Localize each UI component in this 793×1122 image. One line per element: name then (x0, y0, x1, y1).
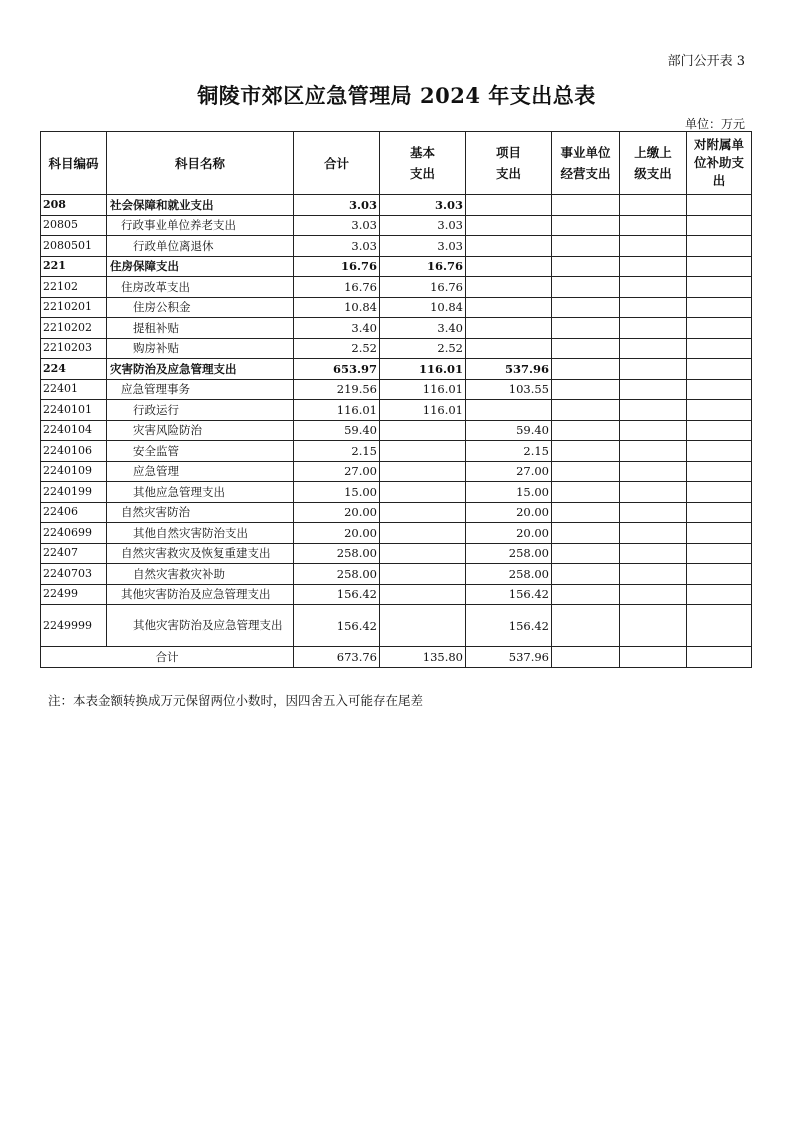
row-code: 2210203 (41, 338, 107, 359)
row-remit (620, 338, 687, 359)
row-basic (380, 584, 466, 605)
row-code: 2249999 (41, 605, 107, 647)
row-code: 2210201 (41, 297, 107, 318)
row-total: 15.00 (294, 482, 380, 503)
total-subsidy (687, 647, 752, 668)
row-project (466, 195, 552, 216)
row-enterprise (552, 523, 620, 544)
row-name: 其他应急管理支出 (107, 482, 294, 503)
row-subsidy (687, 379, 752, 400)
row-enterprise (552, 400, 620, 421)
row-code: 22406 (41, 502, 107, 523)
row-subsidy (687, 256, 752, 277)
row-enterprise (552, 338, 620, 359)
table-row (41, 215, 752, 236)
row-total: 2.52 (294, 338, 380, 359)
row-name: 灾害风险防治 (107, 420, 294, 441)
row-code: 2240101 (41, 400, 107, 421)
row-project: 59.40 (466, 420, 552, 441)
total-project: 537.96 (466, 647, 552, 668)
row-code: 2240199 (41, 482, 107, 503)
row-code: 2080501 (41, 236, 107, 257)
row-subsidy (687, 195, 752, 216)
row-subsidy (687, 605, 752, 647)
table-header-row (41, 132, 752, 195)
row-subsidy (687, 420, 752, 441)
row-total: 59.40 (294, 420, 380, 441)
row-remit (620, 523, 687, 544)
table-row (41, 523, 752, 544)
table-row (41, 543, 752, 564)
table-row (41, 277, 752, 298)
row-name: 其他灾害防治及应急管理支出 (107, 584, 294, 605)
row-project: 20.00 (466, 523, 552, 544)
row-enterprise (552, 584, 620, 605)
table-row (41, 400, 752, 421)
row-basic: 3.03 (380, 236, 466, 257)
col-header-enterprise-line1: 事业单位 (560, 145, 611, 160)
row-name: 自然灾害救灾及恢复重建支出 (107, 543, 294, 564)
row-enterprise (552, 605, 620, 647)
footnote: 注：本表金额转换成万元保留两位小数时，因四舍五入可能存在尾差 (48, 693, 424, 708)
row-subsidy (687, 441, 752, 462)
row-subsidy (687, 564, 752, 585)
row-remit (620, 564, 687, 585)
row-name: 行政运行 (107, 400, 294, 421)
expenditure-table (40, 131, 752, 668)
row-name: 应急管理 (107, 461, 294, 482)
row-name: 购房补贴 (107, 338, 294, 359)
table-row (41, 379, 752, 400)
row-basic: 116.01 (380, 359, 466, 380)
table-number-label: 部门公开表 3 (667, 54, 745, 69)
row-subsidy (687, 236, 752, 257)
table-row (41, 461, 752, 482)
row-total: 3.03 (294, 215, 380, 236)
row-project: 103.55 (466, 379, 552, 400)
row-subsidy (687, 461, 752, 482)
col-header-code: 科目编码 (41, 132, 107, 195)
table-row (41, 441, 752, 462)
col-header-total: 合计 (294, 132, 380, 195)
row-name: 行政单位离退休 (107, 236, 294, 257)
row-enterprise (552, 236, 620, 257)
row-code: 221 (41, 256, 107, 277)
row-enterprise (552, 564, 620, 585)
row-basic: 2.52 (380, 338, 466, 359)
row-enterprise (552, 215, 620, 236)
table-row (41, 256, 752, 277)
total-enterprise (552, 647, 620, 668)
row-basic: 3.40 (380, 318, 466, 339)
row-remit (620, 277, 687, 298)
row-basic (380, 543, 466, 564)
row-total: 219.56 (294, 379, 380, 400)
row-total: 156.42 (294, 584, 380, 605)
row-enterprise (552, 359, 620, 380)
row-remit (620, 379, 687, 400)
row-project (466, 215, 552, 236)
row-remit (620, 420, 687, 441)
row-basic (380, 605, 466, 647)
row-total: 116.01 (294, 400, 380, 421)
row-remit (620, 297, 687, 318)
row-code: 22407 (41, 543, 107, 564)
row-remit (620, 584, 687, 605)
row-project: 156.42 (466, 605, 552, 647)
row-basic: 16.76 (380, 277, 466, 298)
row-basic (380, 482, 466, 503)
row-subsidy (687, 543, 752, 564)
row-total: 10.84 (294, 297, 380, 318)
total-sum: 673.76 (294, 647, 380, 668)
row-remit (620, 256, 687, 277)
table-row (41, 420, 752, 441)
row-enterprise (552, 441, 620, 462)
row-project: 27.00 (466, 461, 552, 482)
row-name: 其他灾害防治及应急管理支出 (107, 605, 294, 647)
row-enterprise (552, 461, 620, 482)
row-code: 2240703 (41, 564, 107, 585)
row-code: 20805 (41, 215, 107, 236)
table-row (41, 318, 752, 339)
col-header-subsidy (687, 132, 752, 195)
row-total: 16.76 (294, 277, 380, 298)
row-total: 20.00 (294, 523, 380, 544)
row-project: 2.15 (466, 441, 552, 462)
row-enterprise (552, 277, 620, 298)
row-enterprise (552, 379, 620, 400)
row-code: 2240106 (41, 441, 107, 462)
row-remit (620, 482, 687, 503)
col-header-subsidy-line2: 位补助支 (693, 155, 744, 170)
col-header-subsidy-line1: 对附属单 (693, 137, 744, 152)
row-remit (620, 318, 687, 339)
row-total: 16.76 (294, 256, 380, 277)
row-project: 20.00 (466, 502, 552, 523)
row-basic: 16.76 (380, 256, 466, 277)
row-project (466, 256, 552, 277)
row-project: 156.42 (466, 584, 552, 605)
row-basic (380, 420, 466, 441)
row-remit (620, 400, 687, 421)
row-total: 258.00 (294, 543, 380, 564)
row-subsidy (687, 482, 752, 503)
table-row (41, 359, 752, 380)
row-project (466, 318, 552, 339)
row-name: 住房改革支出 (107, 277, 294, 298)
row-code: 2240699 (41, 523, 107, 544)
row-total: 258.00 (294, 564, 380, 585)
row-project (466, 297, 552, 318)
row-subsidy (687, 297, 752, 318)
row-remit (620, 215, 687, 236)
col-header-remit-line1: 上缴上 (634, 145, 672, 160)
row-subsidy (687, 318, 752, 339)
row-subsidy (687, 400, 752, 421)
col-header-project-line1: 项目 (495, 145, 521, 160)
row-name: 应急管理事务 (107, 379, 294, 400)
col-header-remit (620, 132, 687, 195)
row-enterprise (552, 256, 620, 277)
row-name: 安全监管 (107, 441, 294, 462)
row-name: 住房保障支出 (107, 256, 294, 277)
row-enterprise (552, 195, 620, 216)
row-basic: 116.01 (380, 400, 466, 421)
col-header-name: 科目名称 (107, 132, 294, 195)
row-code: 22499 (41, 584, 107, 605)
row-basic: 3.03 (380, 215, 466, 236)
row-enterprise (552, 297, 620, 318)
table-row (41, 584, 752, 605)
row-remit (620, 441, 687, 462)
row-basic (380, 441, 466, 462)
row-remit (620, 543, 687, 564)
table-row (41, 297, 752, 318)
total-basic: 135.80 (380, 647, 466, 668)
col-header-basic-line2: 支出 (409, 166, 435, 181)
row-basic: 3.03 (380, 195, 466, 216)
row-subsidy (687, 277, 752, 298)
row-name: 自然灾害防治 (107, 502, 294, 523)
row-project (466, 277, 552, 298)
row-basic (380, 523, 466, 544)
row-basic: 10.84 (380, 297, 466, 318)
col-header-subsidy-line3: 出 (712, 173, 726, 188)
row-basic (380, 564, 466, 585)
row-remit (620, 605, 687, 647)
row-project: 258.00 (466, 543, 552, 564)
table-row (41, 195, 752, 216)
unit-label: 单位：万元 (684, 117, 745, 131)
row-project: 15.00 (466, 482, 552, 503)
col-header-basic (380, 132, 466, 195)
row-enterprise (552, 420, 620, 441)
row-project (466, 236, 552, 257)
table-row (41, 564, 752, 585)
row-code: 208 (41, 195, 107, 216)
row-project: 537.96 (466, 359, 552, 380)
row-project (466, 400, 552, 421)
row-enterprise (552, 482, 620, 503)
row-total: 156.42 (294, 605, 380, 647)
row-enterprise (552, 543, 620, 564)
row-basic (380, 461, 466, 482)
table-row (41, 502, 752, 523)
row-code: 2240109 (41, 461, 107, 482)
row-total: 20.00 (294, 502, 380, 523)
row-code: 22401 (41, 379, 107, 400)
row-total: 3.03 (294, 195, 380, 216)
col-header-enterprise (552, 132, 620, 195)
row-remit (620, 195, 687, 216)
row-basic: 116.01 (380, 379, 466, 400)
row-subsidy (687, 523, 752, 544)
row-project (466, 338, 552, 359)
row-total: 653.97 (294, 359, 380, 380)
row-code: 2210202 (41, 318, 107, 339)
table-row (41, 338, 752, 359)
row-remit (620, 359, 687, 380)
table-row (41, 482, 752, 503)
row-remit (620, 461, 687, 482)
row-subsidy (687, 359, 752, 380)
row-code: 224 (41, 359, 107, 380)
page-title: 铜陵市郊区应急管理局 2024 年支出总表 (197, 83, 596, 108)
col-header-enterprise-line2: 经营支出 (560, 166, 611, 181)
row-remit (620, 502, 687, 523)
row-subsidy (687, 215, 752, 236)
col-header-project-line2: 支出 (495, 166, 521, 181)
row-subsidy (687, 338, 752, 359)
row-name: 其他自然灾害防治支出 (107, 523, 294, 544)
table-row (41, 236, 752, 257)
col-header-project (466, 132, 552, 195)
row-subsidy (687, 584, 752, 605)
row-remit (620, 236, 687, 257)
row-subsidy (687, 502, 752, 523)
row-name: 自然灾害救灾补助 (107, 564, 294, 585)
row-total: 3.03 (294, 236, 380, 257)
total-label: 合计 (41, 647, 294, 668)
col-header-basic-line1: 基本 (409, 145, 435, 160)
total-remit (620, 647, 687, 668)
total-row (41, 647, 752, 668)
row-code: 22102 (41, 277, 107, 298)
row-code: 2240104 (41, 420, 107, 441)
row-name: 灾害防治及应急管理支出 (107, 359, 294, 380)
row-enterprise (552, 502, 620, 523)
row-name: 行政事业单位养老支出 (107, 215, 294, 236)
row-total: 3.40 (294, 318, 380, 339)
table-row (41, 605, 752, 647)
row-name: 社会保障和就业支出 (107, 195, 294, 216)
row-enterprise (552, 318, 620, 339)
row-total: 2.15 (294, 441, 380, 462)
row-name: 提租补贴 (107, 318, 294, 339)
row-project: 258.00 (466, 564, 552, 585)
row-total: 27.00 (294, 461, 380, 482)
row-basic (380, 502, 466, 523)
row-name: 住房公积金 (107, 297, 294, 318)
col-header-remit-line2: 级支出 (634, 166, 672, 181)
